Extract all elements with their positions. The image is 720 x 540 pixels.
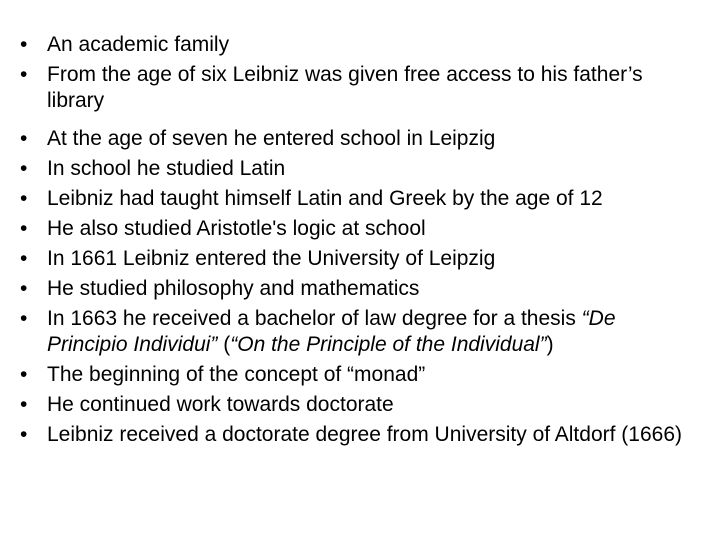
thesis-paren-close: ) <box>546 333 554 356</box>
list-item <box>20 392 700 418</box>
thesis-title-english: “On the Principle of the Individual” <box>230 333 547 356</box>
bullet-icon: • <box>20 187 28 210</box>
bullet-icon: • <box>20 247 28 270</box>
list-item-text: An academic family <box>47 33 230 56</box>
bullet-icon: • <box>20 63 28 86</box>
bullet-icon: • <box>20 127 28 150</box>
list-item-text: He continued work towards doctorate <box>47 393 394 416</box>
bullet-icon: • <box>20 393 28 416</box>
list-item-text: He studied philosophy and mathematics <box>47 277 420 300</box>
list-item-text: The beginning of the concept of “monad” <box>47 363 426 386</box>
list-item-text <box>47 307 616 356</box>
bullet-icon: • <box>20 363 28 386</box>
bullet-list <box>20 32 700 452</box>
list-item <box>20 216 700 242</box>
list-item <box>20 276 700 302</box>
list-item <box>20 246 700 272</box>
bullet-icon: • <box>20 33 28 56</box>
list-item-text: In 1661 Leibniz entered the University of Leipzig <box>47 247 496 270</box>
list-item <box>20 156 700 182</box>
bullet-icon: • <box>20 157 28 180</box>
bullet-icon: • <box>20 217 28 240</box>
list-item-text: In school he studied Latin <box>47 157 286 180</box>
list-item <box>20 306 700 358</box>
list-item <box>20 422 700 448</box>
list-item-text: Leibniz had taught himself Latin and Greek by the age of 12 <box>47 187 603 210</box>
list-item <box>20 32 700 58</box>
list-item-text: At the age of seven he entered school in Leipzig <box>47 127 496 150</box>
list-item-text: He also studied Aristotle's logic at school <box>47 217 426 240</box>
list-item <box>20 126 700 152</box>
thesis-intro-text: In 1663 he received a bachelor of law degree for a thesis <box>47 307 582 330</box>
list-item-text: From the age of six Leibniz was given free access to his father’s library <box>47 63 643 112</box>
bullet-icon: • <box>20 423 28 446</box>
bullet-icon: • <box>20 277 28 300</box>
list-item <box>20 62 700 114</box>
thesis-title-latin: “De Principio Individui” <box>47 307 616 356</box>
list-item <box>20 362 700 388</box>
bullet-icon: • <box>20 307 28 330</box>
list-item <box>20 186 700 212</box>
thesis-paren-open: ( <box>217 333 231 356</box>
list-item-text: Leibniz received a doctorate degree from University of Altdorf (1666) <box>47 423 682 446</box>
